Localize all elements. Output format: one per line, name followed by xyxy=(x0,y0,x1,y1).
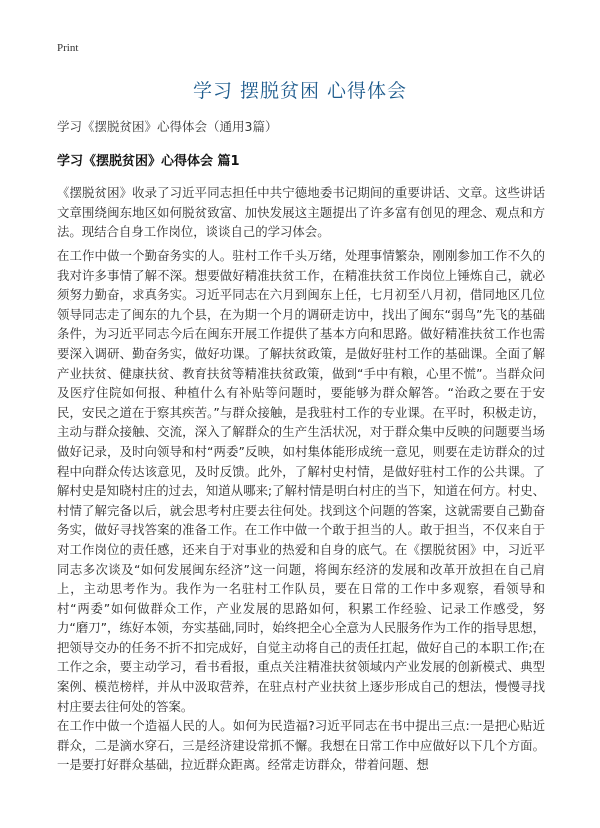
print-link[interactable]: Print xyxy=(57,42,79,54)
paragraph-intro: 《摆脱贫困》收录了习近平同志担任中共宁德地委书记期间的重要讲话、文章。这些讲话文章围绕闽东地区如何脱贫致富、加快发展这主题提出了许多富有创见的理念、观点和方法。现结合自身工作岗位，谈谈自己的学习体会。 xyxy=(57,185,545,240)
section-heading: 学习《摆脱贫困》心得体会 篇1 xyxy=(57,154,240,169)
page-title: 学习 摆脱贫困 心得体会 xyxy=(192,80,408,102)
paragraph-diligent: 在工作中做一个勤奋务实的人。驻村工作千头万绪，处理事情繁杂，刚刚参加工作不久的我对许多事情了解不深。想要做好精准扶贫工作，在精准扶贫工作岗位上锤炼自己，就必须努力勤奋，求真务实。习近平同志在六月到闽东上任，七月初至八月初，借同地区几位领导同志走了闽东的九个县，在为期一个月的调研走访中，找出了闽东“弱鸟”先飞的基础条件，为习近平同志今后在闽东开展工作提供了基本方向和思路。做好精准扶贫工作也需要深入调研、勤奋务实，做好功课。了解扶贫政策，是做好驻村工作的基础课。全面了解产业扶贫、健康扶贫、教育扶贫等精准扶贫政策，做到“手中有粮，心里不慌”。当群众问及医疗住院如何报、种植什么有补贴等问题时，要能够为群众解答。“治政之要在于安民，安民之道在于察其疾苦。”与群众接触，是我驻村工作的专业课。在平时，积极走访，主动与群众接触、交流，深入了解群众的生产生活状况，对于群众集中反映的问题要当场做好记录，及时向领导和村“两委”反映，如村集体能形成统一意见，则要在走访群众的过程中向群众传达该意见，及时反馈。此外，了解村史村情，是做好驻村工作的公共课。了解村史是知晓村庄的过去，知道从哪来;了解村情是明白村庄的当下，知道在何方。村史、村情了解完备以后，就会思考村庄要去往何处。找到这个问题的答案，这就需要自己勤奋务实，做好寻找答案的准备工作。在工作中做一个敢于担当的人。敢于担当，不仅来自于对工作岗位的责任感，还来自于对事业的热爱和自身的底气。在《摆脱贫困》中，习近平同志多次谈及“如何发展闽东经济”这一问题，将闽东经济的发展和改革开放担在自己肩上，主动思考作为。我作为一名驻村工作队员，要在日常的工作中多观察，看领导和村“两委”如何做群众工作，产业发展的思路如何，积累工作经验、记录工作感受，努力“磨刀”，练好本领，夯实基础,同时，始终把全心全意为人民服务作为工作的指导思想，把领导交办的任务不折不扣完成好，自觉主动将自己的责任扛起，做好自己的本职工作;在工作之余，要主动学习，看书看报，重点关注精准扶贫领域内产业发展的创新模式、典型案例、模范榜样，并从中汲取营养，在驻点村产业扶贫上逐步形成自己的想法，慢慢寻找村庄要去往何处的答案。 xyxy=(57,248,545,714)
document-subtitle: 学习《摆脱贫困》心得体会（通用3篇） xyxy=(57,119,278,134)
paragraph-benefit-people: 在工作中做一个造福人民的人。如何为民造福?习近平同志在书中提出三点:一是把心贴近群众，二是滴水穿石，三是经济建设常抓不懈。我想在日常工作中应做好以下几个方面。一是要打好群众基础，拉近群众距离。经常走访群众，带着问题、想 xyxy=(57,718,545,773)
